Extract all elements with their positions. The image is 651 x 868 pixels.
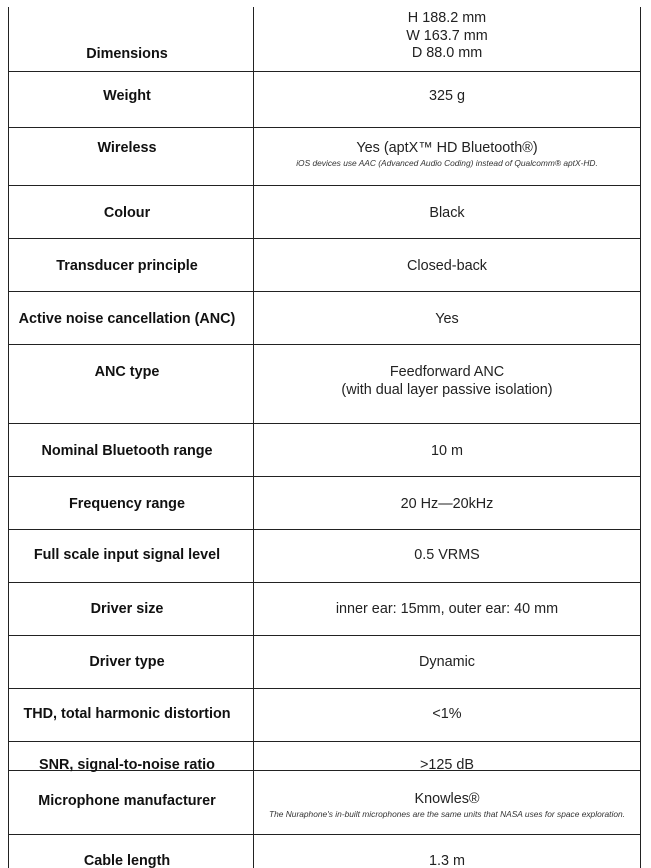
row-label: ANC type: [94, 364, 160, 380]
row-value: Dynamic: [419, 654, 475, 670]
row-label: SNR, signal-to-noise ratio: [39, 757, 215, 773]
table-row-cable-length: [9, 835, 640, 868]
row-value: [254, 791, 640, 820]
spec-table: [8, 7, 641, 868]
row-label: THD, total harmonic distortion: [23, 706, 231, 722]
row-value: 325 g: [428, 88, 465, 104]
value-note: iOS devices use AAC (Advanced Audio Coding) instead of Qualcomm® aptX-HD.: [296, 157, 598, 168]
value-main: Yes (aptX™ HD Bluetooth®): [356, 140, 538, 156]
table-row-bluetooth-range: [9, 424, 640, 477]
row-label: Cable length: [83, 853, 171, 868]
row-label: Full scale input signal level: [33, 547, 221, 563]
table-row-anc: [9, 292, 640, 345]
value-line: H 188.2 mm: [407, 10, 487, 26]
table-row-colour: [9, 186, 640, 239]
table-row-transducer: [9, 239, 640, 292]
row-value: >125 dB: [419, 757, 474, 773]
row-value: <1%: [432, 706, 462, 722]
value-line: Feedforward ANC: [389, 364, 505, 380]
row-value: inner ear: 15mm, outer ear: 40 mm: [335, 601, 559, 617]
row-value: Closed-back: [407, 258, 487, 274]
row-label: Dimensions: [86, 46, 168, 62]
row-value: Black: [429, 205, 465, 221]
row-value: [254, 140, 640, 169]
table-row-dimensions: [9, 7, 640, 72]
row-value: Yes: [435, 311, 459, 327]
row-label: Colour: [103, 205, 151, 221]
table-row-driver-size: [9, 583, 640, 636]
row-label: Nominal Bluetooth range: [41, 443, 213, 459]
value-main: Knowles®: [414, 791, 480, 807]
value-note: The Nuraphone's in-built microphones are the same units that NASA uses for space exploration.: [268, 808, 626, 819]
row-value: 0.5 VRMS: [414, 547, 480, 563]
value-line: W 163.7 mm: [406, 27, 488, 44]
row-label: Transducer principle: [56, 258, 198, 274]
row-label: Active noise cancellation (ANC): [18, 311, 236, 327]
row-value: 1.3 m: [429, 853, 465, 868]
row-label: Driver size: [90, 601, 164, 617]
row-value: [254, 364, 640, 399]
table-row-weight: [9, 72, 640, 128]
row-value: 20 Hz—20kHz: [400, 496, 494, 512]
row-value: 10 m: [431, 443, 463, 459]
table-row-input-level: [9, 530, 640, 583]
value-line: (with dual layer passive isolation): [341, 381, 553, 398]
table-row-snr: [9, 742, 640, 771]
row-label: Driver type: [89, 654, 165, 670]
row-value: [254, 10, 640, 63]
table-row-anc-type: [9, 345, 640, 424]
table-row-frequency-range: [9, 477, 640, 530]
row-label: Weight: [103, 88, 151, 104]
table-row-microphone: [9, 771, 640, 835]
row-label: Wireless: [97, 140, 157, 156]
row-label: Frequency range: [69, 496, 185, 512]
row-label: Microphone manufacturer: [38, 793, 216, 809]
table-row-wireless: [9, 128, 640, 186]
table-row-driver-type: [9, 636, 640, 689]
table-row-thd: [9, 689, 640, 742]
value-line: D 88.0 mm: [411, 45, 483, 61]
